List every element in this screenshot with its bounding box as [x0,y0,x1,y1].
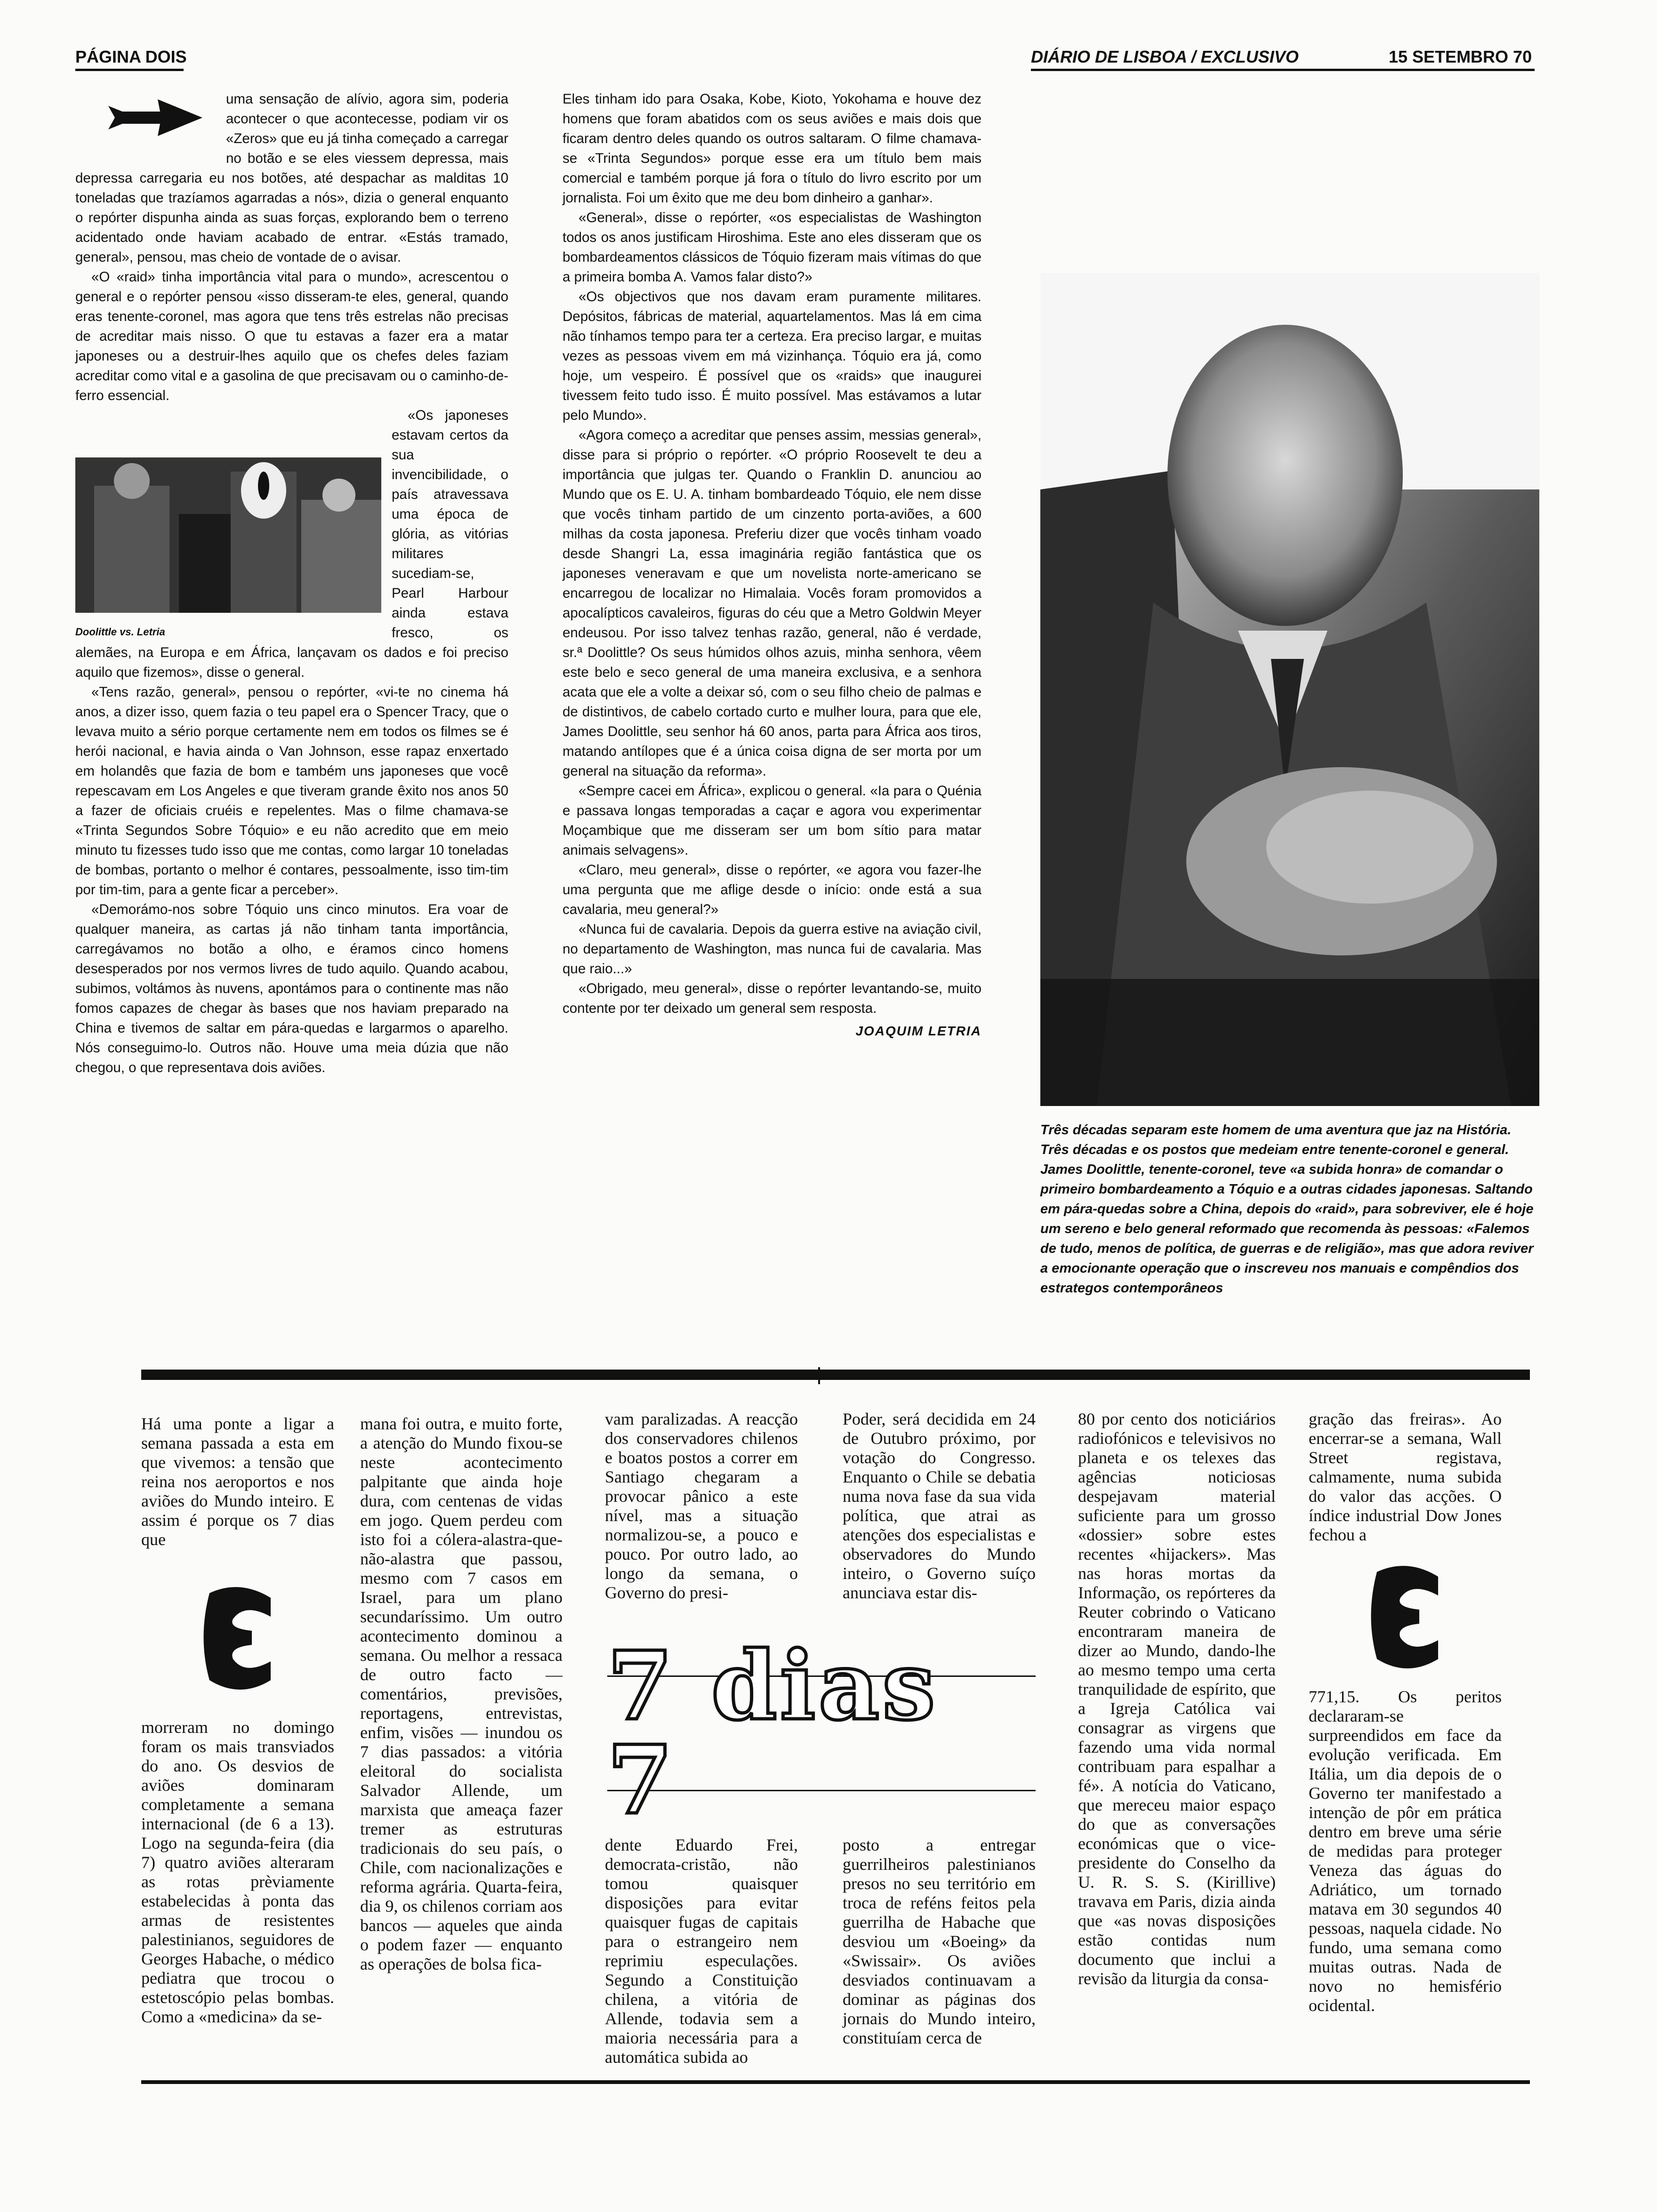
section-rule-bottom [141,2080,1530,2084]
signature: JOAQUIM LETRIA [855,1024,981,1038]
seven-days-column-3-top [605,1410,798,1603]
article-column-2 [563,89,981,1313]
article-paragraph: «Os objectivos que nos davam eram puramente militares. Depósitos, fábricas de material, aquartelamentos. Mas lá em cima não tínhamos tempo para ter a certeza. Era preciso largar, e muitas vezes as pessoas vivem em má vizinhança. Tóquio era já, como hoje, um vespeiro. É possível que os «raids» que inaugurei tivessem feito tudo isso. É muito possível. Mas estávamos a lutar pelo Mundo». [563,289,981,423]
seven-days-column-6-bottom [1309,1687,1502,2015]
large-e-ornament-left [200,1584,280,1692]
article-paragraph: «Sempre cacei em África», explicou o general. «Ia para o Quénia e passava longas temporadas a caçar e agora vou experimentar Moçambique que me disseram ser um bom sítio para matar animais selvagens». [563,783,981,858]
seven-days-column-1-top [141,1414,334,1549]
article-paragraph: «Nunca fui de cavalaria. Depois da guerra estive na aviação civil, no departamento de Washington, mas nunca fui de cavalaria. Mas que raio...» [563,922,981,977]
photo-caption: Três décadas separam este homem de uma aventura que jaz na História. Três décadas e os postos que medeiam entre tenente-coronel e general. James Doolittle, tenente-coronel, teve «a subida honra» de comandar o primeiro bombardeamento a Tóquio e a outras cidades japonesas. Saltando em pára-quedas sobre a China, depois do «raid», para sobreviver, ele é hoje um sereno e belo general reformado que recomenda às pessoas: «Falemos de tudo, menos de política, de guerras e de religião», mas que adora reviver a emocionante operação que o inscreveu nos manuais e compêndios dos estrategos contemporâneos [1040,1122,1534,1296]
seven-days-paragraph: morreram no domingo foram os mais transviados do ano. Os desvios de aviões dominaram completamente a semana internacional (de 6 a 13). Logo na segunda-feira (dia 7) quatro aviões alteraram as rotas prèviamente estabelecidas à ponta das armas de resistentes palestinianos, seguidores de Georges Habache, o médico pediatra que trocou o estetoscópio pelas bombas. Como a «medicina» da se- [141,1718,334,2026]
photo-doolittle [1040,273,1539,1106]
article-paragraph: «Tens razão, general», pensou o repórter, «vi-te no cinema há anos, a dizer isso, quem fazia o teu papel era o Spencer Tracy, que o levava muito a sério porque certamente nem em todos os filmes se é herói nacional, e havia ainda o Van Johnson, esse rapaz enxertado em holandês que fazia de bom e também uns japoneses que você repescavam em Los Angeles e que tiveram grande êxito nos anos 50 a fazer de oficiais cruéis e repelentes. Mas o filme chamava-se «Trinta Segundos Sobre Tóquio» e eu não acredito que em meio minuto tu fizesses tudo isso que me contas, como largar 10 toneladas de bombas, portanto o melhor é contares, pessoalmente, isso tim-tim por tim-tim, para a gente ficar a perceber». [75,684,508,898]
seven-days-paragraph: 771,15. Os peritos declararam-se surpreendidos em face da evolução verificada. Em Itália, um dia depois de o Governo ter manifestado a intenção de pôr em prática dentro em breve uma série de medidas para proteger Veneza das águas do Adriático, um tornado matava em 30 segundos 40 pessoas, naquela cidade. No fundo, uma semana como muitas outras. Nada de novo no hemisfério ocidental. [1309,1687,1502,2015]
article-paragraph: «Claro, meu general», disse o repórter, «e agora vou fazer-lhe uma pergunta que me aflige desde o início: onde está a sua cavalaria, meu general?» [563,862,981,917]
seven-days-column-1-bottom [141,1718,334,2027]
header-rule-right [1031,69,1535,71]
large-e-ornament-right [1367,1563,1448,1671]
seven-days-column-2 [360,1414,563,1974]
article-paragraph: Eles tinham ido para Osaka, Kobe, Kioto, Yokohama e houve dez homens que foram abatidos com os seus aviões e mais dois que ficaram dentro deles quando os outros saltaram. O filme chamava-se «Trinta Segundos» porque esse era um título bem mais comercial e também porque já fora o título do livro escrito por um jornalista. Foi um êxito que me deu bom dinheiro a ganhar». [563,91,981,206]
seven-days-paragraph: Há uma ponte a ligar a semana passada a esta em que vivemos: a tensão que reina nos aeroportos e nos aviões do Mundo inteiro. E assim é porque os 7 dias que [141,1414,334,1549]
article-paragraph: «Agora começo a acreditar que penses assim, messias general», disse para si próprio o repórter. «O próprio Roosevelt te deu a importância que julgas ter. Quando o Franklin D. anunciou ao Mundo que os E. U. A. tinham bombardeado Tóquio, ele nem disse que vocês tinham partido de um cinzento porta-aviões, a 600 milhas da costa japonesa. Preferiu dizer que vocês tinham voado desde Shangri La, essa imaginária região fantástica que os japoneses veneravam e que um novelista norte-americano se encarregou de localizar no Himalaia. Vocês foram promovidos a apocalípticos cavaleiros, figuras do céu que a Metro Goldwin Meyer endeusou. Por isso talvez tenhas razão, general, não é verdade, sr.ª Doolittle? Os seus húmidos olhos azuis, minha senhora, vêem este belo e seco general de uma maneira exclusiva, e a senhora acata que ele a volte a deixar só, com o seu filho cheio de palmas e de distintivos, de cabelo cortado curto e mulher loura, para que ele, James Doolittle, seu senhor há 60 anos, parta para África aos tiros, matando antílopes que é a única coisa digna de ser morta por um general na situação da reforma». [563,427,981,779]
article-paragraph: «O «raid» tinha importância vital para o mundo», acrescentou o general e o repórter pensou «isso disseram-te eles, general, quando eras tenente-coronel, mas agora que tens três estrelas não precisas de acreditar mais nisso. O que tu estavas a fazer era a matar japoneses ou a destruir-lhes aquilo que os chefes deles faziam acreditar como vital e a gasolina de que precisavam ou o caminho-de-ferro essencial. [75,269,508,403]
photo-image [75,457,381,613]
seven-days-column-3-bottom [605,1835,798,2067]
seven-days-paragraph: vam paralizadas. A reacção dos conservadores chilenos e boatos postos a correr em Santiago chegaram a provocar pânico a este nível, mas a situação normalizou-se, a pouco e pouco. Por outro lado, ao longo da semana, o Governo do presi- [605,1410,798,1602]
newspaper-name: DIÁRIO DE LISBOA / EXCLUSIVO [1031,47,1299,66]
article-paragraph: «Obrigado, meu general», disse o repórter levantando-se, muito contente por ter deixado um general sem resposta. [563,981,981,1016]
page-label: PÁGINA DOIS [75,47,187,66]
photo-doolittle-letria [75,457,381,636]
seven-days-paragraph: posto a entregar guerrilheiros palestinianos presos no seu território em troca de reféns feitos pela guerrilha de Habache que desviou um «Boeing» da «Swissair». Os aviões desviados continuavam a dominar as páginas dos jornais do Mundo inteiro, constituíam cerca de [843,1835,1036,2047]
seven-days-paragraph: dente Eduardo Frei, democrata-cristão, não tomou quaisquer disposições para evitar quaisquer fugas de capitais para o estrangeiro nem reprimiu especulações. Segundo a Constituição chilena, a vitória de Allende, todavia sem a maioria necessária para a automática subida ao [605,1835,798,2067]
article-paragraph: «Demorámo-nos sobre Tóquio uns cinco minutos. Era voar de qualquer maneira, as cartas já não tinham tanta importância, carregávamos no botão a olho, e éramos cinco homens desesperados por nos vermos livres de tudo aquilo. Quando acabou, subimos, voltámos às nuvens, apontámos para o continente mas não fomos capazes de chegar às bases que nos haviam preparado na China e tivemos de saltar em pára-quedas e largarmos o aparelho. Nós conseguimo-lo. Outros não. Houve uma meia dúzia que não chegou, o que representava dois aviões. [75,902,508,1075]
header-rule-left [75,69,184,71]
seven-days-title [607,1631,1036,1835]
seven-days-title-text: 7 dias 7 [607,1631,938,1835]
seven-days-column-6-top [1309,1410,1502,1545]
seven-days-column-4-top [843,1410,1036,1603]
seven-days-paragraph: gração das freiras». Ao encerrar-se a semana, Wall Street registava, calmamente, numa subida do valor das acções. O índice industrial Dow Jones fechou a [1309,1410,1502,1544]
photo-caption: Doolittle vs. Letria [75,626,165,638]
seven-days-column-4-bottom [843,1835,1036,2048]
section-rule-top [141,1370,1530,1380]
article-paragraph: «Os japoneses estavam certos da sua invencibilidade, o país atravessava uma época de glória, as vitórias militares sucediam-se, Pearl Harbour ainda estava fresco, os alemães, na Europa e em África, lançavam os dados e foi preciso aquilo que fizemos», disse o general. [75,408,508,680]
seven-days-column-5 [1078,1410,1276,1988]
article-paragraph: «General», disse o repórter, «os especialistas de Washington todos os anos justificam Hiroshima. Este ano eles disseram que os bombardeamentos clássicos de Tóquio fizeram mais vítimas do que a primeira bomba A. Vamos falar disto?» [563,210,981,285]
seven-days-paragraph: 80 por cento dos noticiários radiofónicos e televisivos no planeta e os telexes das agências noticiosas despejavam material suficiente para um grosso «dossier» sobre estes recentes «hijackers». Mas nas horas mortas da Informação, os repórteres da Reuter cobrindo o Vaticano encontraram maneira de dizer ao Mundo, dando-lhe ao mesmo tempo uma certa tranquilidade de espírito, que a Igreja Católica vai consagrar as virgens que fazendo uma vida normal contribuam para espalhar a fé». A notícia do Vaticano, que mereceu maior espaço do que as conversações económicas que o vice-presidente do Conselho da U. R. S. S. (Kirillive) travava em Paris, dizia ainda que «as novas disposições estão contidas num documento que inclui a revisão da liturgia da consa- [1078,1410,1276,1988]
issue-date: 15 SETEMBRO 70 [1389,47,1532,66]
photo-image [1040,273,1539,1106]
article-column-1 [75,89,508,1313]
seven-days-paragraph: Poder, será decidida em 24 de Outubro próximo, por votação do Congresso. Enquanto o Chile se debatia numa nova fase da sua vida política, que atrai as atenções dos especialistas e observadores do Mundo inteiro, o Governo suíço anunciava estar dis- [843,1410,1036,1602]
seven-days-paragraph: mana foi outra, e muito forte, a atenção do Mundo fixou-se neste acontecimento palpitante que ainda hoje dura, com centenas de vidas em jogo. Quem perdeu com isto foi a cólera-alastra-que-não-alastra que passou, mesmo com 7 casos em Israel, para um plano secundaríssimo. Um outro acontecimento dominou a semana. Ou melhor a ressaca de outro facto — comentários, previsões, reportagens, entrevistas, enfim, visões — inundou os 7 dias passados: a vitória eleitoral do socialista Salvador Allende, um marxista que ameaça fazer tremer as estruturas tradicionais do seu país, o Chile, com nacionalizações e reforma agrária. Quarta-feira, dia 9, os chilenos corriam aos bancos — aqueles que ainda o podem fazer — enquanto as operações de bolsa fica- [360,1414,563,1973]
section-rule-divider [818,1367,820,1384]
article-paragraph: uma sensação de alívio, agora sim, poderia acontecer o que acontecesse, podiam vir os «Zeros» que eu já tinha começado a carregar no botão e se eles viessem depressa, mais depressa carregaria eu nos botões, até despachar as malditas 10 toneladas que trazíamos agarradas a nós», dizia o general enquanto o repórter dispunha ainda as suas forças, explorando bem o terreno acidentado onde haviam acabado de entrar. «Estás tramado, general», pensou, mas cheio de vontade de o avisar. [75,91,508,265]
